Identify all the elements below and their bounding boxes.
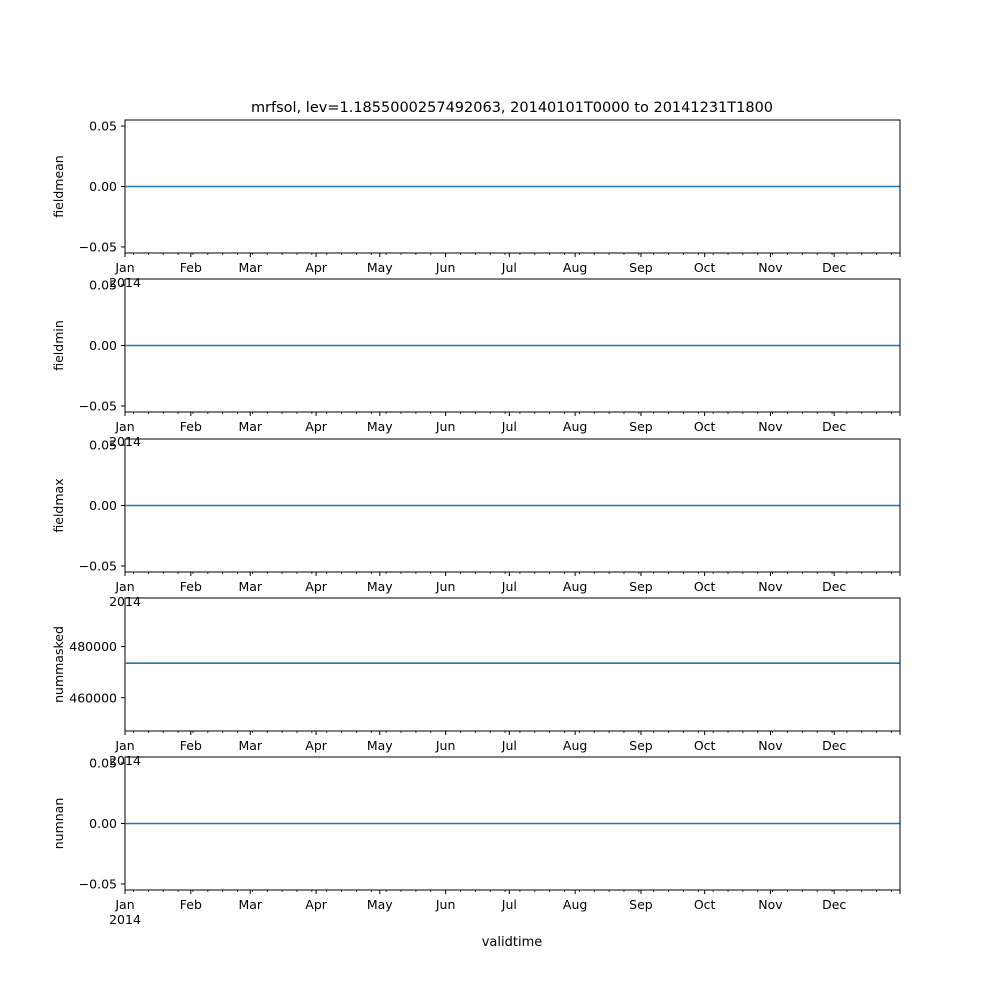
x-tick-label: Apr xyxy=(305,738,327,753)
x-tick-label: Oct xyxy=(693,897,716,912)
y-tick-label: 0.05 xyxy=(89,277,117,293)
x-tick-label: Apr xyxy=(305,419,327,434)
y-tick-label: 0.00 xyxy=(89,816,117,831)
x-tick-label: Apr xyxy=(305,579,327,594)
panel-numnan xyxy=(51,756,900,927)
x-tick-label: Jan xyxy=(115,419,135,434)
x-tick-label: May xyxy=(366,738,393,753)
x-tick-label: Nov xyxy=(758,897,783,912)
x-tick-label: Apr xyxy=(305,260,327,275)
x-tick-label: Jan xyxy=(115,897,135,912)
x-tick-label: Aug xyxy=(562,419,588,434)
x-tick-label: Jun xyxy=(435,419,456,434)
x-tick-label: Jan xyxy=(115,579,135,594)
x-tick-label: Jul xyxy=(501,738,517,753)
x-tick-label: Dec xyxy=(822,579,847,594)
x-year-label: 2014 xyxy=(109,912,141,927)
y-tick-label: −0.05 xyxy=(78,558,117,574)
y-axis-label: nummasked xyxy=(51,626,66,703)
x-tick-label: Mar xyxy=(238,419,263,434)
chart-title: mrfsol, lev=1.1855000257492063, 20140101T0000 to 20141231T1800 xyxy=(250,100,774,116)
x-tick-label: Jan xyxy=(115,260,135,275)
x-tick-label: Oct xyxy=(693,419,716,434)
x-tick-label: Dec xyxy=(822,419,847,434)
x-tick-label: Aug xyxy=(562,579,588,594)
x-tick-label: May xyxy=(366,260,393,275)
x-tick-label: Mar xyxy=(238,738,263,753)
y-tick-label: 0.05 xyxy=(89,437,117,453)
x-tick-label: Aug xyxy=(562,897,588,912)
y-axis-label: numnan xyxy=(51,797,66,850)
y-tick-label: 0.00 xyxy=(89,498,117,513)
x-tick-label: Oct xyxy=(693,738,716,753)
x-tick-label: Jun xyxy=(435,738,456,753)
axes-frame xyxy=(125,598,900,731)
x-axis-label: validtime xyxy=(481,935,543,950)
x-tick-label: Jun xyxy=(435,260,456,275)
x-tick-label: Jul xyxy=(501,260,517,275)
panel-fieldmax xyxy=(51,438,900,609)
x-year-label: 2014 xyxy=(109,753,141,768)
panel-fieldmean xyxy=(51,119,900,290)
x-tick-label: Oct xyxy=(693,260,716,275)
y-tick-label: 480000 xyxy=(69,639,117,655)
x-tick-label: Sep xyxy=(629,419,653,434)
x-tick-label: Mar xyxy=(238,897,263,912)
x-tick-label: Jul xyxy=(501,419,517,434)
y-tick-label: −0.05 xyxy=(78,398,117,414)
y-tick-label: −0.05 xyxy=(78,239,117,255)
x-year-label: 2014 xyxy=(109,275,141,290)
x-tick-label: Dec xyxy=(822,738,847,753)
x-year-label: 2014 xyxy=(109,434,141,449)
y-tick-label: 0.00 xyxy=(89,179,117,194)
x-tick-label: Sep xyxy=(629,738,653,753)
x-tick-label: May xyxy=(366,579,393,594)
x-tick-label: Mar xyxy=(238,260,263,275)
panel-nummasked xyxy=(51,598,900,768)
x-tick-label: Apr xyxy=(305,897,327,912)
panels xyxy=(51,119,900,927)
x-tick-label: Sep xyxy=(629,579,653,594)
x-tick-label: Nov xyxy=(758,260,783,275)
x-tick-label: May xyxy=(366,897,393,912)
x-tick-label: Feb xyxy=(179,897,202,912)
x-year-label: 2014 xyxy=(109,594,141,609)
x-tick-label: Feb xyxy=(179,260,202,275)
x-tick-label: Mar xyxy=(238,579,263,594)
x-tick-label: Jul xyxy=(501,897,517,912)
y-axis-label: fieldmean xyxy=(51,155,66,218)
x-tick-label: Sep xyxy=(629,897,653,912)
y-tick-label: 0.05 xyxy=(89,755,117,771)
y-tick-label: 0.05 xyxy=(89,118,117,134)
x-tick-label: Jul xyxy=(501,579,517,594)
y-tick-label: −0.05 xyxy=(78,876,117,892)
x-tick-label: Feb xyxy=(179,579,202,594)
x-tick-label: Dec xyxy=(822,260,847,275)
x-tick-label: Jun xyxy=(435,579,456,594)
x-tick-label: Jun xyxy=(435,897,456,912)
x-tick-label: Feb xyxy=(179,419,202,434)
x-tick-label: Nov xyxy=(758,419,783,434)
x-tick-label: Aug xyxy=(562,738,588,753)
x-tick-label: Nov xyxy=(758,738,783,753)
x-tick-label: Sep xyxy=(629,260,653,275)
x-tick-label: May xyxy=(366,419,393,434)
x-tick-label: Nov xyxy=(758,579,783,594)
y-axis-label: fieldmin xyxy=(51,320,66,371)
y-tick-label: 0.00 xyxy=(89,338,117,353)
y-tick-label: 460000 xyxy=(69,690,117,706)
panel-fieldmin xyxy=(51,278,900,449)
x-tick-label: Feb xyxy=(179,738,202,753)
x-tick-label: Aug xyxy=(562,260,588,275)
x-tick-label: Jan xyxy=(115,738,135,753)
x-tick-label: Oct xyxy=(693,579,716,594)
x-tick-label: Dec xyxy=(822,897,847,912)
y-axis-label: fieldmax xyxy=(51,478,66,533)
